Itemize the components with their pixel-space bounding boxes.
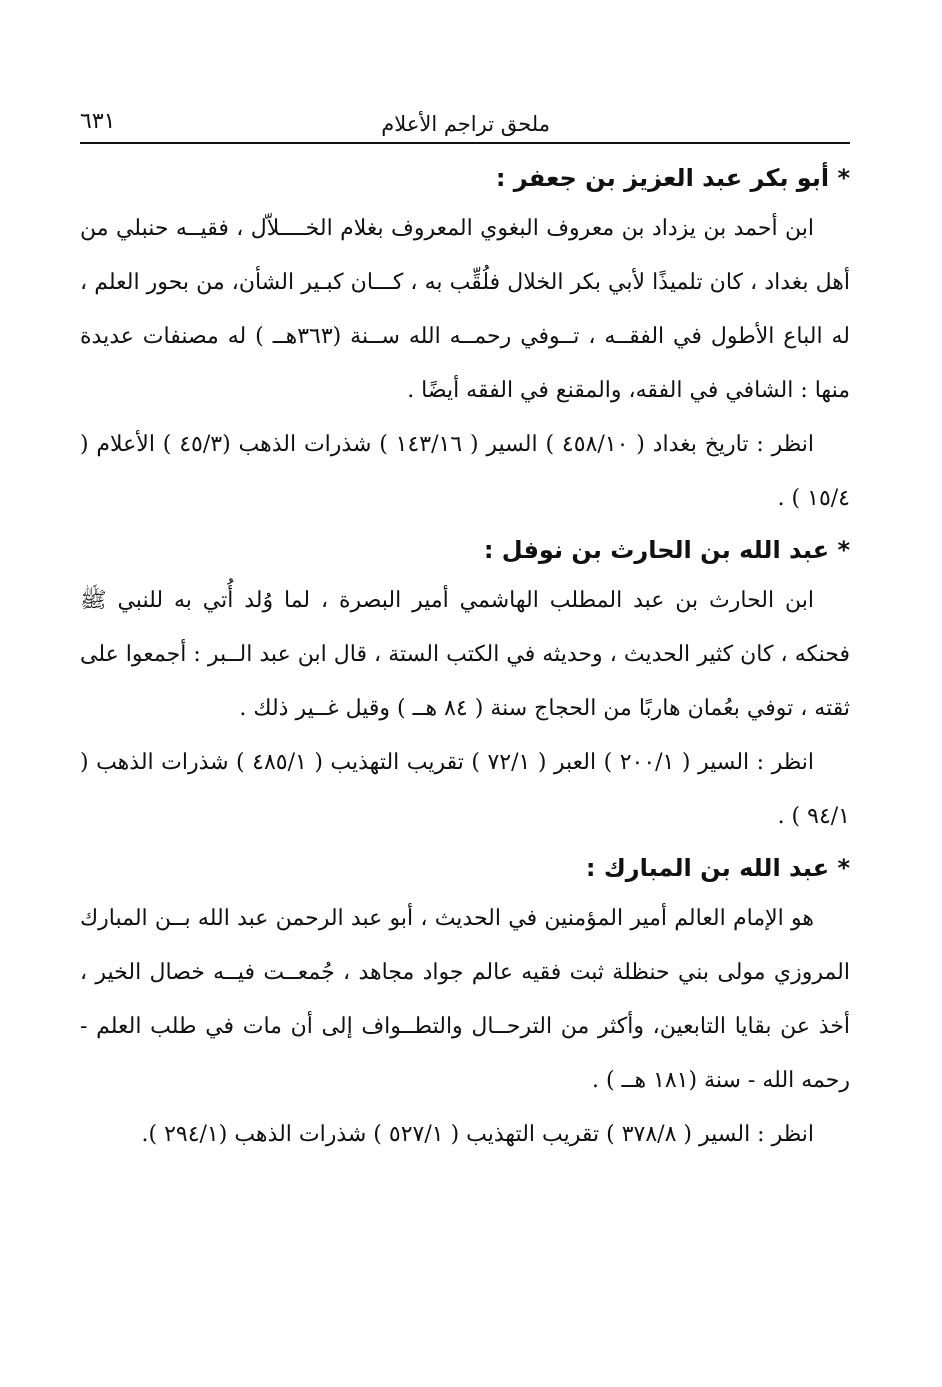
entry-heading: * عبد الله بن الحارث بن نوفل : <box>483 536 850 564</box>
biography-entries <box>80 154 850 1162</box>
entry-abdullah-ibn-al-mubarak <box>80 844 850 1162</box>
entry-references: انظر : السير ( ٢٠٠/١ ) العبر ( ٧٢/١ ) تقريب التهذيب ( ٤٨٥/١ ) شذرات الذهب ( ٩٤/١ ) . <box>80 750 850 829</box>
entry-biography: ابن أحمد بن يزداد بن معروف البغوي المعروف بغلام الخــــلاّل ، فقيــه حنبلي من أهل بغداد ، كان تلميذًا لأبي بكر الخلال فلُقِّب به ، كـــان كبـير الشأن، من بحور العلم ، له الباع الأطول في الفقــه ، تــوفي رحمــه الله ســنة (٣٦٣هــ ) له مصنفات عديدة منها : الشافي في الفقه، والمقنع في الفقه أيضًا . <box>80 216 850 403</box>
running-title: ملحق تراجم الأعلام <box>381 112 550 136</box>
entry-heading: * أبو بكر عبد العزيز بن جعفر : <box>495 164 850 192</box>
header-rule <box>80 142 850 144</box>
entry-heading: * عبد الله بن المبارك : <box>585 854 850 882</box>
page-number: ٦٣١ <box>80 109 116 134</box>
entry-references: انظر : تاريخ بغداد ( ٤٥٨/١٠ ) السير ( ١٤٣/١٦ ) شذرات الذهب (٤٥/٣ ) الأعلام ( ١٥/٤ ) . <box>80 432 850 511</box>
entry-biography: هو الإمام العالم أمير المؤمنين في الحديث ، أبو عبد الرحمن عبد الله بــن المبارك المروزي مولى بني حنظلة ثبت فقيه عالم جواد مجاهد ، جُمعــت فيــه خصال الخير ، أخذ عن بقايا التابعين، وأكثر من الترحــال والتطــواف إلى أن مات في طلب العلم - رحمه الله - سنة (١٨١ هــ ) . <box>80 906 850 1093</box>
entry-references: انظر : السير ( ٣٧٨/٨ ) تقريب التهذيب ( ٥٢٧/١ ) شذرات الذهب (٢٩٤/١ ). <box>141 1122 814 1147</box>
entry-abdullah-ibn-al-harith <box>80 526 850 844</box>
running-head <box>80 100 850 140</box>
book-page <box>80 100 850 1147</box>
entry-biography: ابن الحارث بن عبد المطلب الهاشمي أمير البصرة ، لما وُلد أُتي به للنبي ﷺ فحنكه ، كان كثير الحديث ، وحديثه في الكتب الستة ، قال ابن عبد الــبر : أجمعوا على ثقته ، توفي بعُمان هاربًا من الحجاج سنة ( ٨٤ هــ ) وقيل غــير ذلك . <box>80 588 850 721</box>
entry-abu-bakr-abd-al-aziz <box>80 154 850 526</box>
